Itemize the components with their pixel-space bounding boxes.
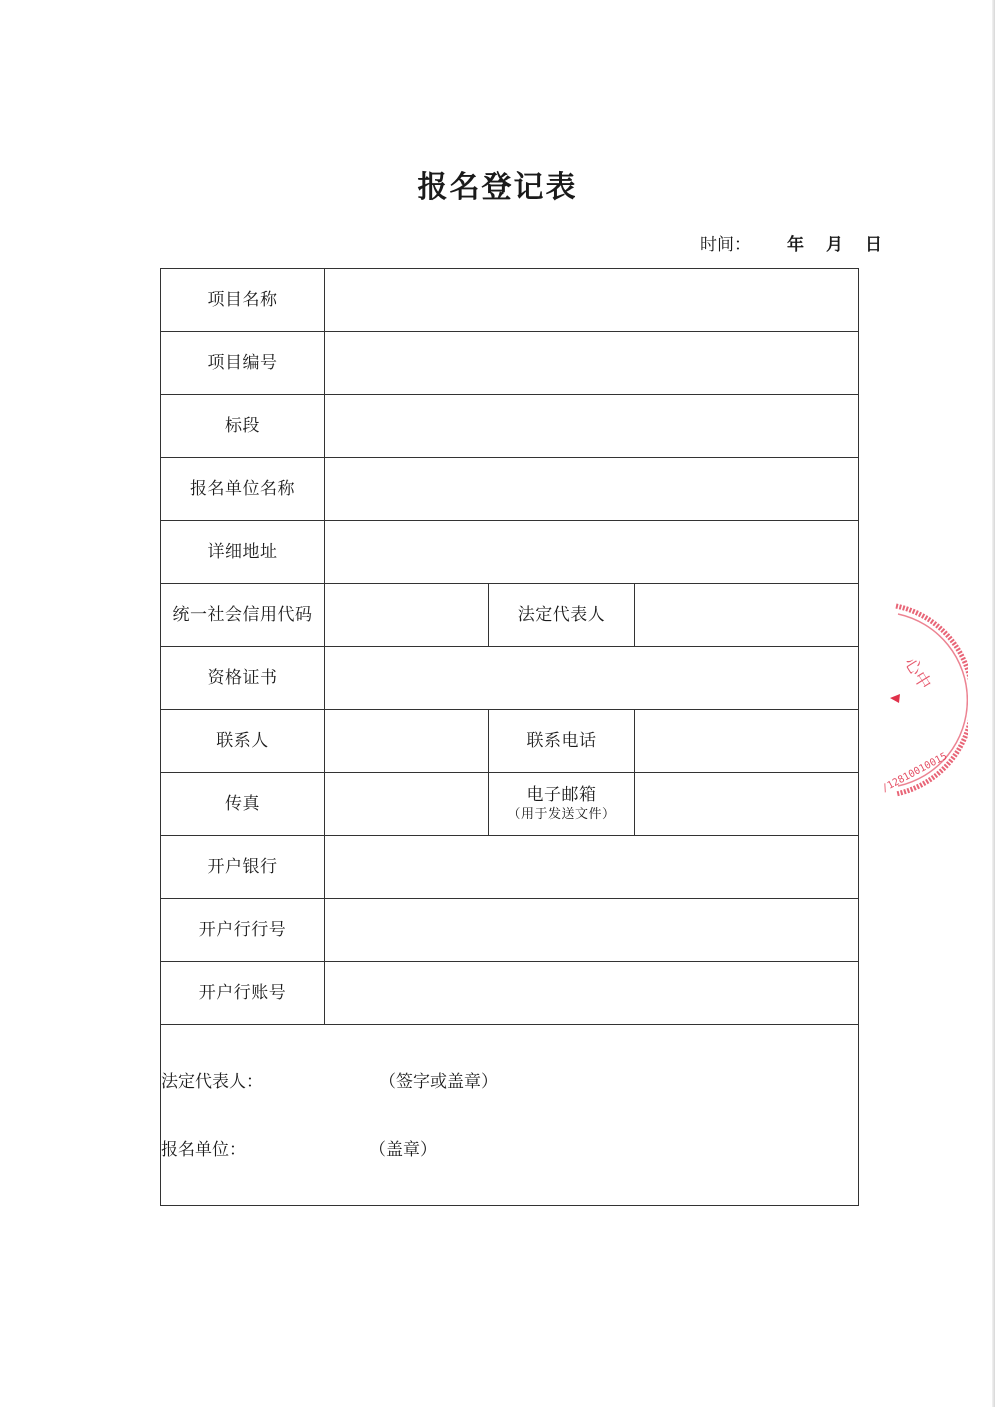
- project-number-label: 项目编号: [161, 332, 325, 395]
- company-seal-label: 报名单位：: [161, 1140, 246, 1160]
- bank-code-label: 开户行行号: [161, 899, 325, 962]
- bank-field[interactable]: [325, 836, 859, 899]
- seal-number-text: /12810010015: [880, 751, 950, 795]
- section-label: 标段: [161, 395, 325, 458]
- project-name-field[interactable]: [325, 269, 859, 332]
- table-row: [161, 962, 859, 1025]
- table-row: [161, 1025, 859, 1206]
- red-seal-stamp: [878, 600, 968, 800]
- table-row: [161, 899, 859, 962]
- email-label: 电子邮箱: [526, 785, 597, 805]
- table-row: [161, 395, 859, 458]
- table-row: [161, 269, 859, 332]
- credit-code-label: 统一社会信用代码: [161, 584, 325, 647]
- table-row: [161, 710, 859, 773]
- company-seal-hint: （盖章）: [369, 1140, 437, 1160]
- table-row: [161, 773, 859, 836]
- date-month-unit: 月: [826, 235, 843, 255]
- legal-rep-signature-line: [161, 1070, 498, 1094]
- address-label: 详细地址: [161, 521, 325, 584]
- signature-area[interactable]: [161, 1025, 859, 1206]
- bank-label: 开户银行: [161, 836, 325, 899]
- bank-code-field[interactable]: [325, 899, 859, 962]
- contact-phone-label: 联系电话: [489, 710, 635, 773]
- email-note: （用于发送文件）: [507, 807, 616, 822]
- page-title: 报名登记表: [417, 170, 578, 205]
- seal-inner-ring: [898, 614, 967, 786]
- email-label-cell: [489, 773, 635, 836]
- seal-text-chars: 心中: [899, 654, 935, 694]
- legal-rep-signature-hint: （签字或盖章）: [379, 1072, 498, 1092]
- table-row: [161, 584, 859, 647]
- contact-field[interactable]: [325, 710, 489, 773]
- date-label: 时间：: [700, 235, 751, 255]
- contact-phone-field[interactable]: [635, 710, 859, 773]
- project-name-label: 项目名称: [161, 269, 325, 332]
- company-name-field[interactable]: [325, 458, 859, 521]
- table-row: [161, 332, 859, 395]
- company-name-label: 报名单位名称: [161, 458, 325, 521]
- bank-account-field[interactable]: [325, 962, 859, 1025]
- legal-rep-signature-label: 法定代表人：: [161, 1072, 263, 1092]
- seal-outer-ring: [896, 606, 968, 794]
- fax-label: 传真: [161, 773, 325, 836]
- credit-code-field[interactable]: [325, 584, 489, 647]
- legal-rep-field[interactable]: [635, 584, 859, 647]
- email-field[interactable]: [635, 773, 859, 836]
- section-field[interactable]: [325, 395, 859, 458]
- date-line: [700, 232, 882, 258]
- contact-label: 联系人: [161, 710, 325, 773]
- table-row: [161, 458, 859, 521]
- bank-account-label: 开户行账号: [161, 962, 325, 1025]
- date-year-unit: 年: [787, 235, 804, 255]
- date-day-unit: 日: [865, 235, 882, 255]
- company-seal-line: [161, 1138, 437, 1162]
- project-number-field[interactable]: [325, 332, 859, 395]
- fax-field[interactable]: [325, 773, 489, 836]
- table-row: [161, 836, 859, 899]
- qualification-field[interactable]: [325, 647, 859, 710]
- qualification-label: 资格证书: [161, 647, 325, 710]
- legal-rep-label: 法定代表人: [489, 584, 635, 647]
- table-row: [161, 521, 859, 584]
- table-row: [161, 647, 859, 710]
- registration-form-table: [160, 268, 859, 1206]
- seal-star-icon: [890, 694, 900, 703]
- address-field[interactable]: [325, 521, 859, 584]
